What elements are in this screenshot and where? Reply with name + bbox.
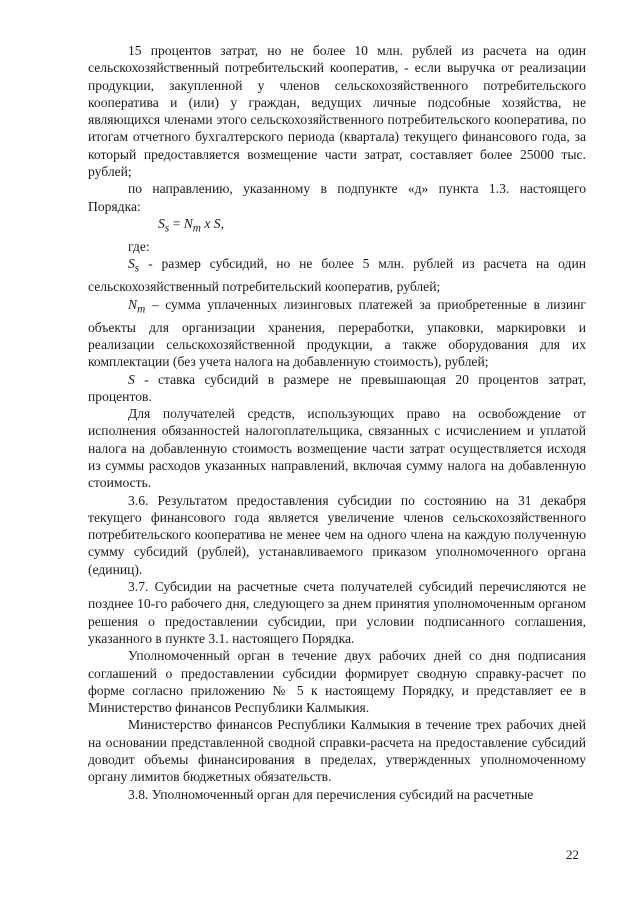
definition-s <box>88 371 586 406</box>
definition-ss <box>88 255 586 295</box>
definition-nm <box>88 296 586 371</box>
formula-lhs: S <box>158 215 165 231</box>
formula-lhs-sub: s <box>164 222 170 235</box>
def-s-text: - ставка субсидий в размере не превышающая 20 процентов затрат, процентов. <box>88 371 586 404</box>
def-ss-text: - размер субсидий, но не более 5 млн. рублей из расчета на один сельскохозяйственный потребительский кооператив, рублей; <box>88 256 586 295</box>
paragraph-vat-exemption: Для получателей средств, использующих право на освобождение от исполнения обязанностей налогоплательщика, связанных с исчислением и уплатой налога на добавленную стоимость возмещение части затрат осуществляется исходя из суммы расходов указанных направлений, включая сумму налога на добавленную стоимость. <box>88 406 586 491</box>
paragraph-ministry-finance: Министерство финансов Республики Калмыкия в течение трех рабочих дней на основании представленной сводной справки-расчета на предоставление субсидий доводит объемы финансирования в пределах, утвержденных уполномоченному органу лимитов бюджетных обязательств. <box>88 717 586 785</box>
page-number: 22 <box>566 847 579 862</box>
page-body <box>88 42 586 803</box>
formula-n: N <box>183 215 193 231</box>
paragraph-authority-summary: Уполномоченный орган в течение двух рабочих дней со дня подписания соглашений о предоставлении субсидии формирует сводную справку-расчет по форме согласно приложению № 5 к настоящему Порядку, и представляет ее в Министерство финансов Республики Калмыкия. <box>88 648 586 716</box>
def-nm-sub: m <box>137 303 146 316</box>
def-ss-symbol: S <box>128 256 135 272</box>
formula-end: , <box>220 215 224 231</box>
formula-times: x <box>200 215 214 231</box>
paragraph-3-8: 3.8. Уполномоченный орган для перечисления субсидий на расчетные <box>128 786 534 802</box>
def-ss-sub: s <box>134 263 140 275</box>
formula-n-sub: m <box>192 222 201 235</box>
where-label: где: <box>128 238 150 254</box>
def-s-symbol: S <box>128 371 135 387</box>
subsidy-formula <box>88 215 586 238</box>
def-nm-text: – сумма уплаченных лизинговых платежей за приобретенные в лизинг объекты для организации хранения, переработки, упаковки, маркировки и реализации сельскохозяйственной продукции, а также оборудования для их комплектации (без учета налога на добавленную стоимость), рублей; <box>88 296 586 370</box>
formula-s: S <box>213 215 221 231</box>
paragraph-cost-limit: 15 процентов затрат, но не более 10 млн. рублей из расчета на один сельскохозяйственный потребительский кооператив, - если выручка от реализации продукции, закупленной у членов сельскохозяйственного потребительского кооператива и (или) у граждан, ведущих личные подсобные хозяйства, не являющихся членами этого сельскохозяйственного потребительского кооператива, по итогам отчетного бухгалтерского периода (квартала) текущего финансового года, за который предоставляется возмещение части затрат, составляет более 25000 тыс. рублей; <box>88 43 586 180</box>
paragraph-3-7: 3.7. Субсидии на расчетные счета получателей субсидий перечисляются не позднее 10-го рабочего дня, следующего за днем принятия уполномоченным органом решения о предоставлении субсидии, при условии подписанного соглашения, указанного в пункте 3.1. настоящего Порядка. <box>88 579 586 646</box>
formula-eq: = <box>169 215 184 231</box>
paragraph-3-6: 3.6. Результатом предоставления субсидии по состоянию на 31 декабря текущего финансового года является увеличение членов сельскохозяйственного потребительского кооператива не менее чем на одного члена на каждую полученную сумму субсидий (рублей), устанавливаемого приказом уполномоченного органа (единиц). <box>88 492 586 577</box>
paragraph-direction-d: по направлению, указанному в подпункте «д» пункта 1.3. настоящего Порядка: <box>88 181 586 214</box>
def-nm-symbol: N <box>128 296 138 312</box>
